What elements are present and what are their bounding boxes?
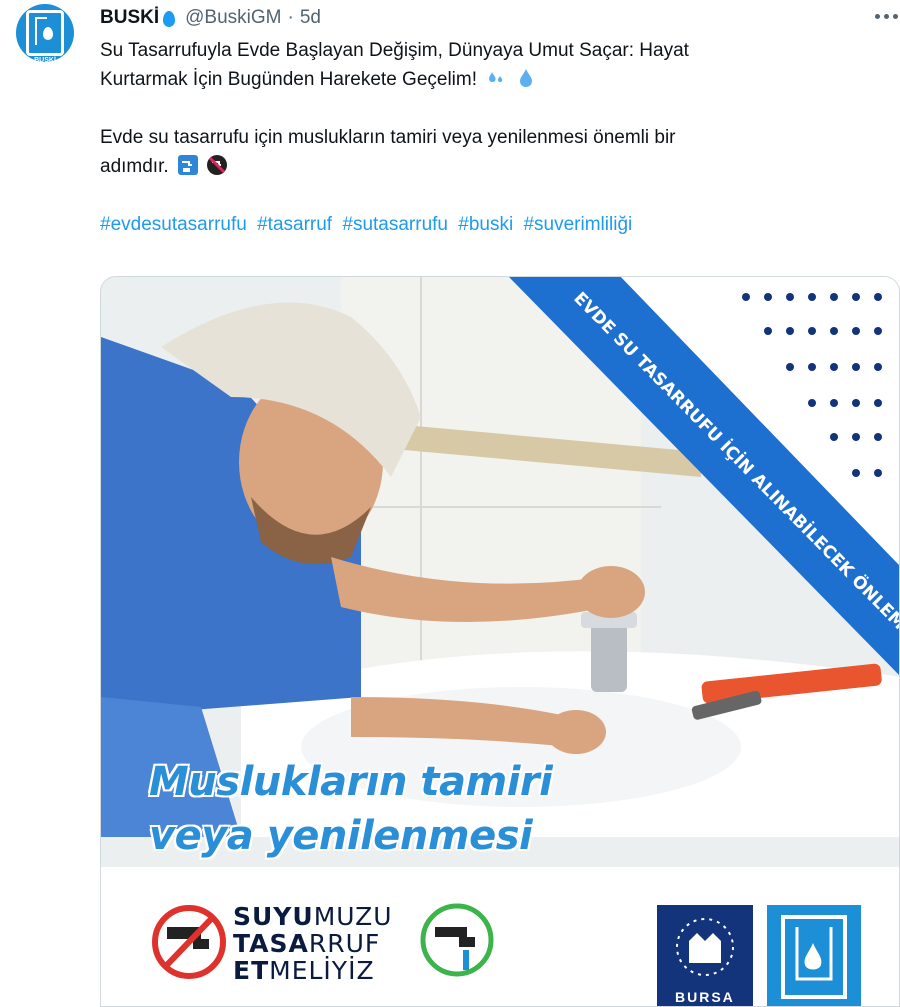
- headline-line-1: Muslukların tamiri: [149, 759, 553, 805]
- hashtags: [100, 210, 890, 239]
- tweet-media-image[interactable]: [100, 276, 900, 1007]
- display-name[interactable]: BUSKİ: [100, 7, 160, 28]
- hashtag-link[interactable]: #sutasarrufu: [342, 214, 448, 235]
- more-options-icon[interactable]: [872, 4, 900, 28]
- headline-line-2: veya yenilenmesi: [149, 813, 533, 859]
- timestamp[interactable]: 5d: [299, 7, 321, 28]
- image-headline: [149, 755, 552, 863]
- bursa-logo-label: BURSA: [675, 989, 735, 1005]
- slogan-bold-3: ET: [233, 956, 270, 985]
- separator-dot: ·: [287, 7, 294, 28]
- hashtag-link[interactable]: #evdesutasarrufu: [100, 214, 247, 235]
- slogan-rest-1: MUZU: [313, 902, 393, 931]
- media-illustration: [101, 277, 900, 1007]
- avatar[interactable]: [16, 4, 74, 62]
- tweet-line-4: adımdır.: [100, 156, 169, 177]
- tweet-line-4-container: [100, 152, 890, 181]
- hashtag-link[interactable]: #buski: [458, 214, 514, 235]
- tweet-text: [100, 36, 890, 239]
- slogan-bold-1: SUYU: [233, 902, 314, 931]
- sweat-droplets-emoji-icon: [486, 68, 506, 88]
- tweet-header: [100, 6, 321, 30]
- avatar-label: BUSKİ: [34, 57, 56, 64]
- tweet-line-2-container: [100, 65, 890, 94]
- slogan-rest-2: RRUF: [308, 929, 381, 958]
- user-handle[interactable]: @BuskiGM: [185, 7, 282, 28]
- tweet-line-3: Evde su tasarrufu için muslukların tamiri veya yenilenmesi önemli bir: [100, 127, 676, 148]
- slogan: [233, 903, 393, 984]
- tweet-line-1: Su Tasarrufuyla Evde Başlayan Değişim, Dünyaya Umut Saçar: Hayat: [100, 40, 689, 61]
- buski-logo-icon: [26, 10, 64, 56]
- verified-water-drop-icon: [163, 11, 175, 27]
- slogan-rest-3: MELİYİZ: [269, 956, 375, 985]
- hashtag-link[interactable]: #tasarruf: [257, 214, 333, 235]
- hashtag-link[interactable]: #suverimliliği: [523, 214, 633, 235]
- tweet-line-2: Kurtarmak İçin Bugünden Harekete Geçelim!: [100, 69, 478, 90]
- potable-water-emoji-icon: [178, 155, 198, 175]
- slogan-bold-2: TASA: [233, 929, 309, 958]
- non-potable-water-emoji-icon: [207, 155, 227, 175]
- droplet-emoji-icon: [516, 68, 536, 88]
